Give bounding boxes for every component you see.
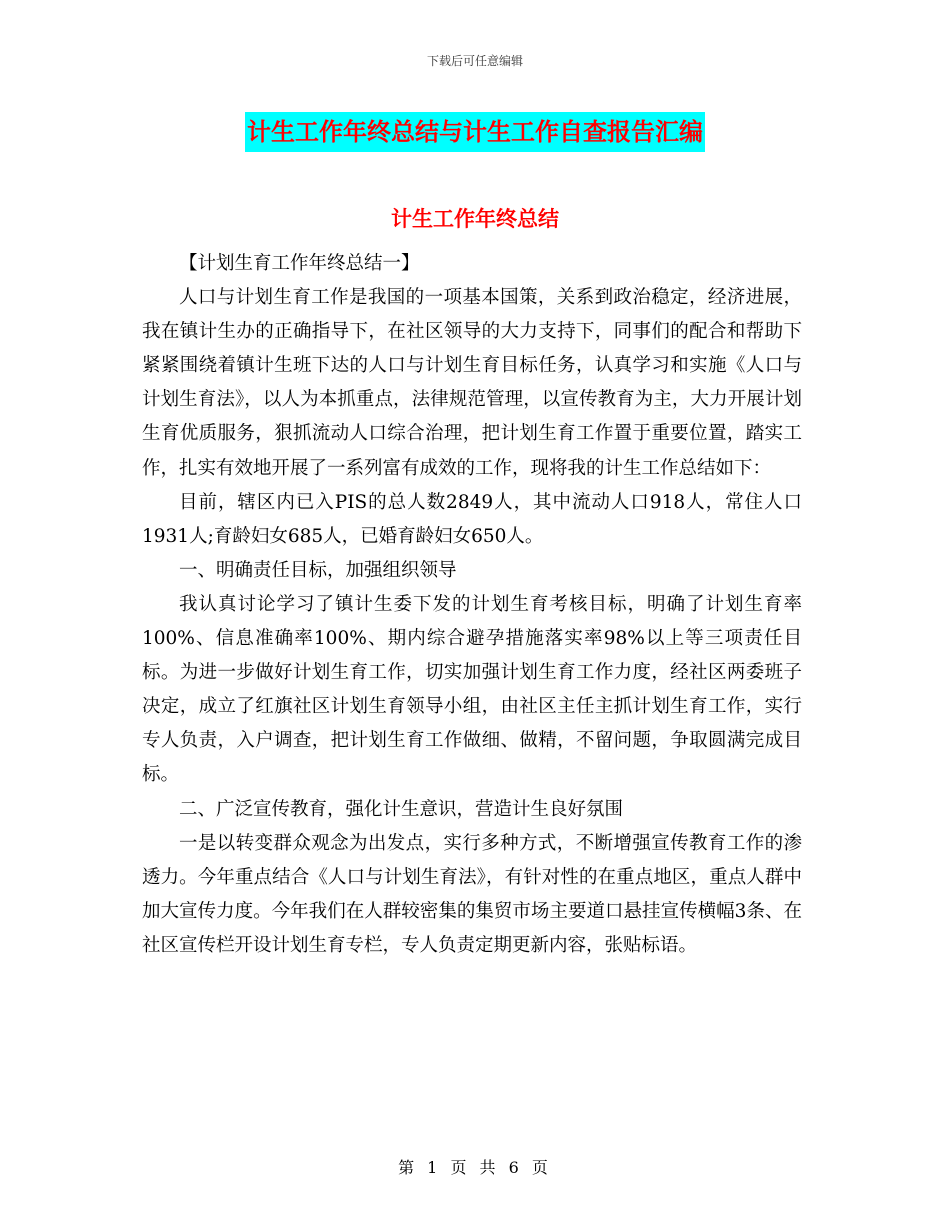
- document-body: [142, 247, 802, 963]
- subsection-heading: 【计划生育工作年终总结一】: [179, 253, 420, 274]
- body-paragraph: 一是以转变群众观念为出发点，实行多种方式，不断增强宣传教育工作的渗透力。今年重点结合《人口与计划生育法》，有针对性的在重点地区，重点人群中加大宣传力度。今年我们在人群较密集的集贸市场主要道口悬挂宣传横幅3条、在社区宣传栏开设计划生育专栏，专人负责定期更新内容，张贴标语。: [142, 832, 802, 956]
- document-title-text: 计生工作年终总结与计生工作自查报告汇编: [245, 112, 705, 152]
- header-note: 下载后可任意编辑: [426, 54, 523, 68]
- body-paragraph: 目前，辖区内已入PIS的总人数2849人，其中流动人口918人，常住人口1931人;育龄妇女685人，已婚育龄妇女650人。: [142, 491, 802, 547]
- document-title: [0, 112, 950, 152]
- section-title: 计生工作年终总结: [391, 207, 559, 231]
- section-heading: 二、广泛宣传教育，强化计生意识，营造计生良好氛围: [179, 798, 624, 820]
- body-paragraph: 人口与计划生育工作是我国的一项基本国策，关系到政治稳定，经济进展，我在镇计生办的正确指导下，在社区领导的大力支持下，同事们的配合和帮助下紧紧围绕着镇计生班下达的人口与计划生育目标任务，认真学习和实施《人口与计划生育法》，以人为本抓重点，法律规范管理，以宣传教育为主，大力开展计划生育优质服务，狠抓流动人口综合治理，把计划生育工作置于重要位置，踏实工作，扎实有效地开展了一系列富有成效的工作，现将我的计生工作总结如下：: [142, 287, 802, 479]
- page-footer: 第 1 页 共 6 页: [398, 1158, 552, 1177]
- section-heading: 一、明确责任目标，加强组织领导: [179, 559, 457, 581]
- body-paragraph: 我认真讨论学习了镇计生委下发的计划生育考核目标，明确了计划生育率100%、信息准确率100%、期内综合避孕措施落实率98%以上等三项责任目标。为进一步做好计划生育工作，切实加强计划生育工作力度，经社区两委班子决定，成立了红旗社区计划生育领导小组，由社区主任主抓计划生育工作，实行专人负责，入户调查，把计划生育工作做细、做精，不留问题，争取圆满完成目标。: [142, 593, 802, 786]
